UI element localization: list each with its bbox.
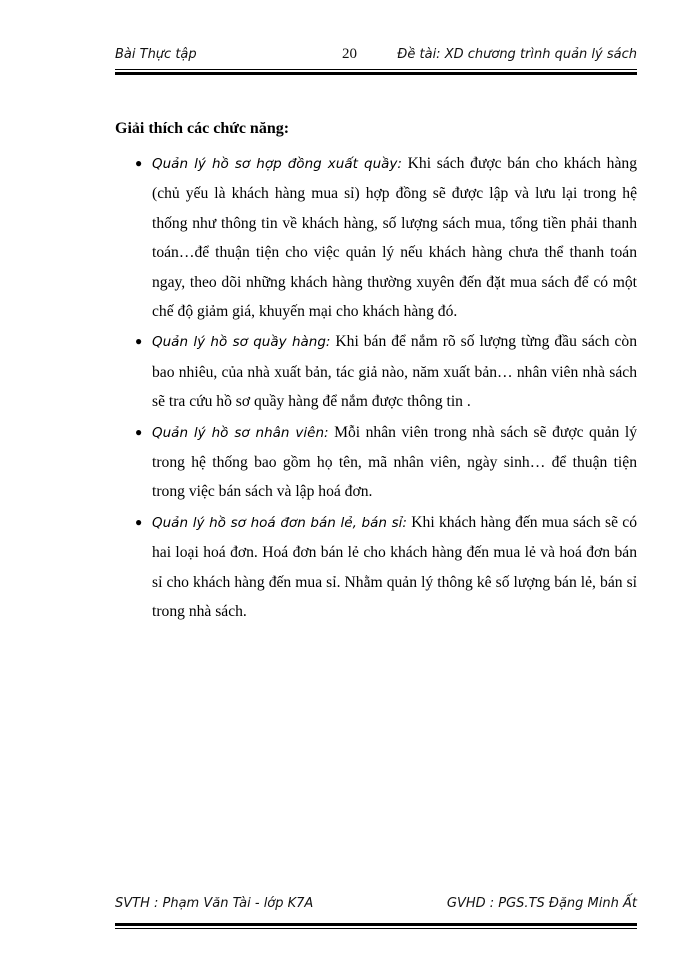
bullet-icon: ● bbox=[135, 424, 143, 439]
footer-right-text: GVHD : PGS.TS Đặng Minh Ất bbox=[446, 896, 637, 911]
header-left-text: Bài Thực tập bbox=[115, 47, 197, 62]
footer-rule-thin bbox=[115, 928, 637, 929]
footer-left-text: SVTH : Phạm Văn Tài - lớp K7A bbox=[115, 896, 314, 911]
item-term: Quản lý hồ sơ nhân viên: bbox=[152, 424, 329, 441]
item-text: Khi khách hàng đến mua sách sẽ có hai loại hoá đơn. Hoá đơn bán lẻ cho khách hàng đến mua lẻ và hoá đơn bán sỉ cho khách hàng đến mua sỉ. Nhằm quản lý thông kê số lượng bán lẻ, bán sỉ trong nhà sách. bbox=[152, 513, 638, 621]
item-term: Quản lý hồ sơ hoá đơn bán lẻ, bán sỉ: bbox=[152, 514, 407, 531]
page-number: 20 bbox=[342, 46, 357, 62]
item-term: Quản lý hồ sơ hợp đồng xuất quầy: bbox=[152, 156, 402, 172]
bullet-icon: ● bbox=[135, 514, 143, 529]
item-text: Khi sách được bán cho khách hàng (chủ yếu là khách hàng mua sỉ) hợp đồng sẽ được lập và lưu lại trong hệ thống như thông tin về khách hàng, số lượng sách mua, tổng tiền phải thanh toán…để thuận tiện cho việc quản lý nếu khách hàng chưa thể thanh toán ngay, theo dõi những khách hàng thường xuyên đến đặt mua sách để có một chế độ giảm giá, khuyến mại cho khách hàng đó. bbox=[152, 155, 637, 321]
footer-rule-thick bbox=[115, 923, 637, 926]
header-right-text: Đề tài: XD chương trình quản lý sách bbox=[397, 47, 637, 62]
item-term: Quản lý hồ sơ quầy hàng: bbox=[152, 334, 331, 351]
list-item bbox=[115, 149, 637, 326]
bullet-icon: ● bbox=[135, 334, 143, 349]
header-rule-thin bbox=[115, 69, 637, 70]
page-footer bbox=[115, 896, 637, 916]
list-item bbox=[115, 508, 637, 627]
page-header bbox=[115, 47, 637, 67]
item-text: Khi bán để nắm rõ số lượng từng đầu sách còn bao nhiêu, của nhà xuất bản, tác giả nào, năm xuất bản… nhân viên nhà sách sẽ tra cứu hồ sơ quầy hàng để nắm được thông tin . bbox=[152, 333, 637, 411]
list-item bbox=[115, 327, 637, 416]
header-rule-thick bbox=[115, 72, 637, 75]
list-item bbox=[115, 418, 637, 507]
function-list bbox=[115, 149, 637, 627]
item-text: Mỗi nhân viên trong nhà sách sẽ được quản lý trong hệ thống bao gồm họ tên, mã nhân viên, ngày sinh… để thuận tiện trong việc bán sách và lập hoá đơn. bbox=[152, 423, 637, 501]
document-body bbox=[115, 119, 637, 628]
section-heading: Giải thích các chức năng: bbox=[115, 120, 290, 137]
bullet-icon: ● bbox=[135, 156, 143, 170]
